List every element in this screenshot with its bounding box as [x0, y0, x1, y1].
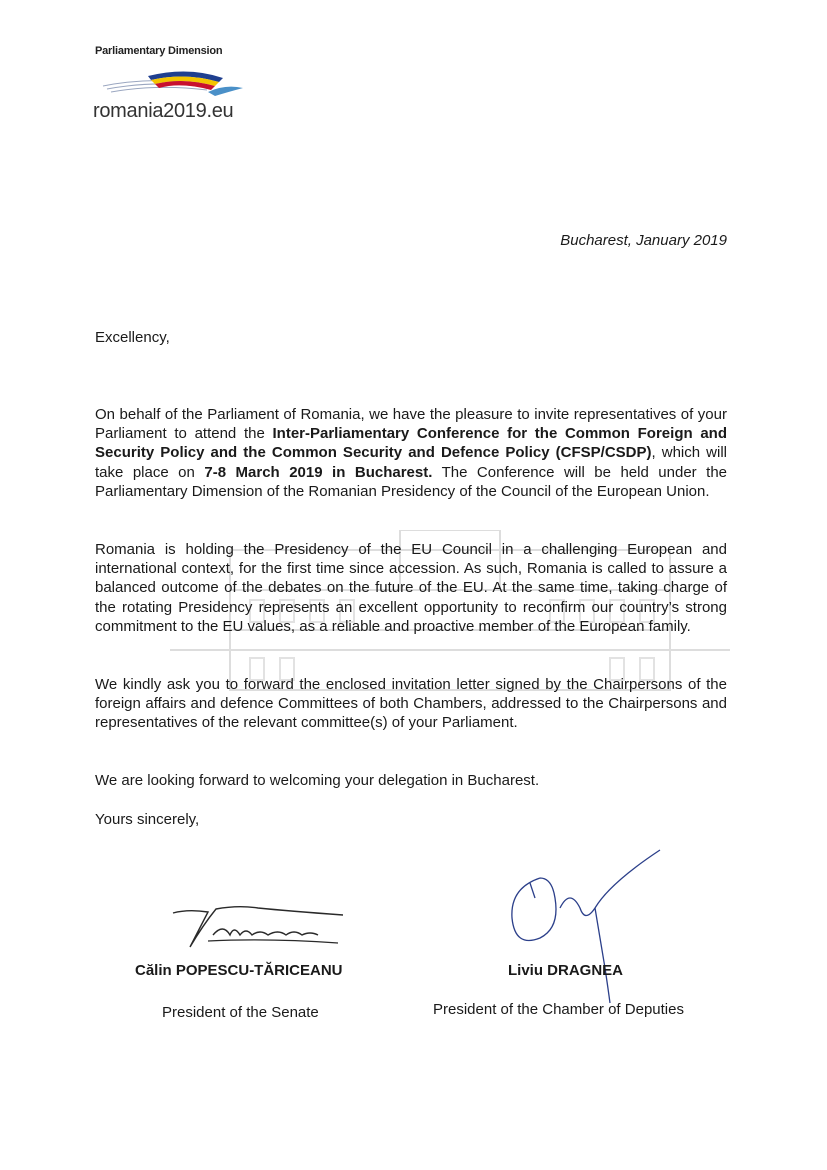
paragraph-presidency: Romania is holding the Presidency of the EU Council in a challenging European and international context, for the first time since accession. As such, Romania is called to assure a balanced outcome of the debates on the future of the EU. At the same time, taking charge of the rotating Presidency represents an excellent opportunity to reconfirm our country’s strong commitment to the EU values, as a reliable and proactive member of the European family. — [95, 541, 727, 635]
signature-chamber-president — [500, 848, 675, 1008]
presidency-logo-icon — [93, 62, 253, 102]
conference-date-place: 7-8 March 2019 in Bucharest. — [204, 463, 433, 481]
salutation: Excellency, — [95, 329, 170, 346]
closing: Yours sincerely, — [95, 811, 200, 828]
signatory-name-senate: Călin POPESCU-TĂRICEANU — [135, 962, 343, 979]
signatory-title-chamber: President of the Chamber of Deputies — [433, 1001, 684, 1018]
signature-senate-president — [168, 895, 348, 965]
signatory-name-chamber: Liviu DRAGNEA — [508, 962, 624, 979]
paragraph-invitation: On behalf of the Parliament of Romania, we have the pleasure to invite representatives of your Parliament to attend the Inter-Parliamentary Conference for the Common Foreign and Security Policy and the Common Security and Defence Policy (CFSP/CSDP), which will take place on 7-8 March 2019 in Bucharest. The Conference will be held under the Parliamentary Dimension of the Romanian Presidency of the Council of the European Union. — [95, 406, 728, 500]
conference-name: Inter-Parliamentary Conference for the Common Foreign and Security Policy and the Common Security and Defence Policy (CFSP/CSDP) — [95, 425, 727, 462]
letterhead-dimension: Parliamentary Dimension — [95, 45, 223, 57]
paragraph-welcome: We are looking forward to welcoming your delegation in Bucharest. — [95, 772, 540, 789]
letterhead-website: romania2019.eu — [93, 100, 234, 122]
paragraph-request: We kindly ask you to forward the enclosed invitation letter signed by the Chairpersons of the foreign affairs and defence Committees of both Chambers, addressed to the Chairpersons and representatives of the relevant committee(s) of your Parliament. — [95, 676, 727, 732]
signatory-title-senate: President of the Senate — [162, 1004, 319, 1021]
letter-date: Bucharest, January 2019 — [560, 232, 727, 249]
